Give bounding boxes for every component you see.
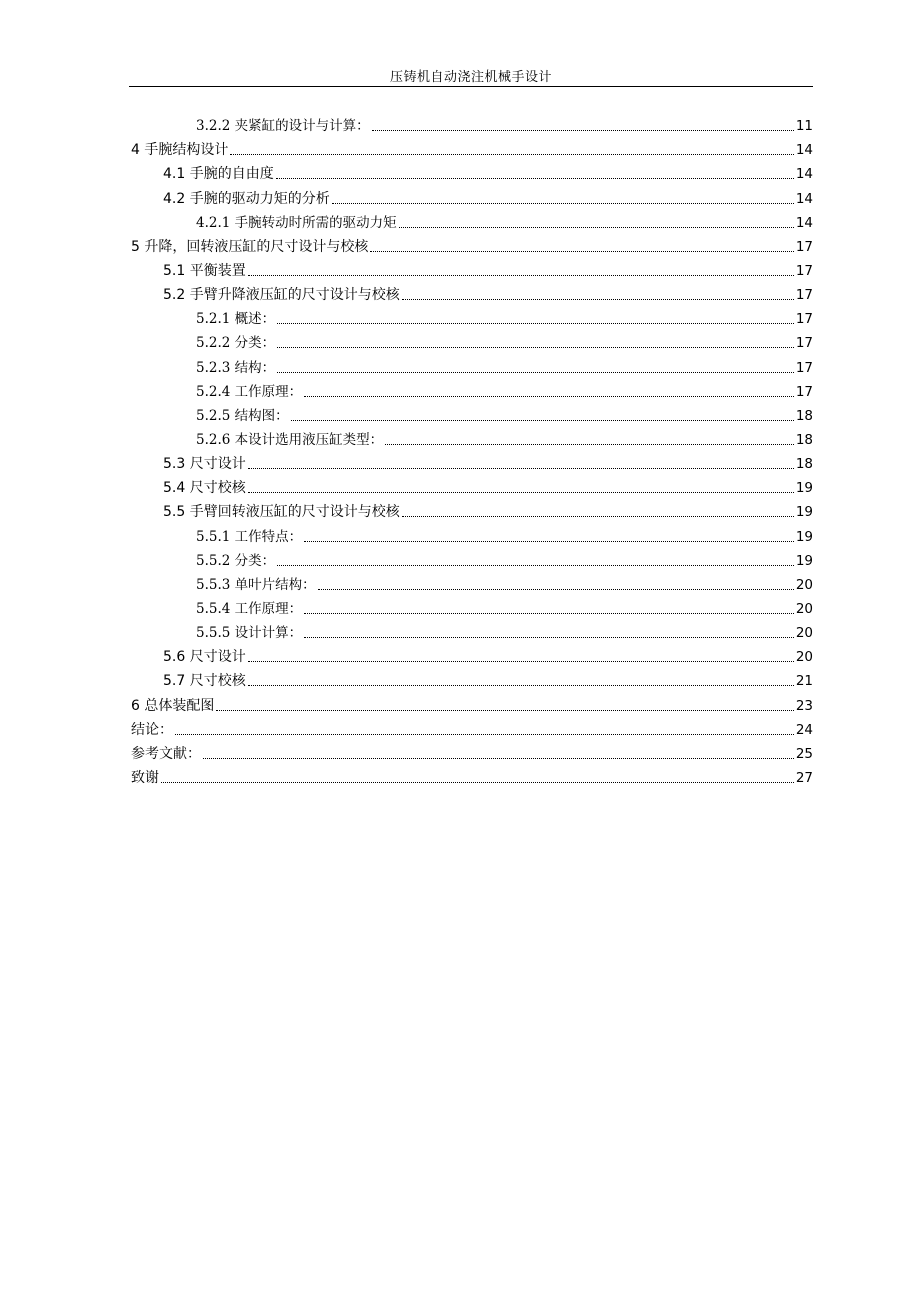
- toc-dot-leader: [230, 154, 793, 155]
- toc-dot-leader: [399, 227, 794, 228]
- toc-page-number: 17: [795, 335, 813, 352]
- toc-entry-label: 5.2.3 结构：: [196, 359, 276, 376]
- toc-page-number: 17: [795, 238, 813, 255]
- toc-dot-leader: [372, 130, 794, 131]
- toc-entry[interactable]: [129, 473, 813, 497]
- toc-page-number: 19: [795, 528, 813, 545]
- toc-page-number: 24: [795, 721, 813, 738]
- toc-dot-leader: [277, 565, 794, 566]
- toc-page-number: 14: [795, 142, 813, 159]
- toc-entry[interactable]: [129, 352, 813, 376]
- toc-page-number: 17: [795, 383, 813, 400]
- toc-entry[interactable]: [129, 111, 813, 135]
- toc-entry[interactable]: [129, 401, 813, 425]
- toc-page-number: 14: [795, 190, 813, 207]
- toc-entry-label: 4.2.1 手腕转动时所需的驱动力矩: [196, 214, 397, 231]
- toc-entry-label: 5.5.1 工作特点：: [196, 528, 303, 545]
- toc-entry-label: 5 升降，回转液压缸的尺寸设计与校核: [131, 238, 369, 255]
- toc-dot-leader: [248, 685, 794, 686]
- toc-entry[interactable]: [129, 763, 813, 787]
- toc-entry[interactable]: [129, 135, 813, 159]
- toc-entry-label: 5.2.5 结构图：: [196, 407, 289, 424]
- toc-dot-leader: [203, 758, 794, 759]
- toc-page-number: 11: [795, 118, 813, 135]
- toc-dot-leader: [385, 444, 794, 445]
- toc-entry[interactable]: [129, 425, 813, 449]
- toc-entry[interactable]: [129, 546, 813, 570]
- toc-page-number: 20: [795, 625, 813, 642]
- toc-entry[interactable]: [129, 159, 813, 183]
- toc-entry-label: 参考文献：: [131, 745, 201, 762]
- toc-entry-label: 4.2 手腕的驱动力矩的分析: [163, 190, 330, 207]
- toc-entry-label: 5.5.2 分类：: [196, 552, 276, 569]
- toc-entry-label: 5.2.2 分类：: [196, 335, 276, 352]
- toc-dot-leader: [248, 468, 794, 469]
- toc-dot-leader: [291, 420, 794, 421]
- toc-page-number: 18: [795, 407, 813, 424]
- toc-page-number: 17: [795, 287, 813, 304]
- toc-entry-label: 5.2.4 工作原理：: [196, 383, 303, 400]
- toc-dot-leader: [277, 323, 794, 324]
- toc-dot-leader: [248, 275, 794, 276]
- toc-entry-label: 结论：: [131, 721, 173, 738]
- toc-dot-leader: [248, 661, 794, 662]
- toc-entry[interactable]: [129, 256, 813, 280]
- toc-dot-leader: [161, 782, 794, 783]
- toc-page-number: 27: [795, 769, 813, 786]
- toc-dot-leader: [318, 589, 794, 590]
- toc-entry-label: 5.5.4 工作原理：: [196, 600, 303, 617]
- toc-entry[interactable]: [129, 497, 813, 521]
- toc-entry[interactable]: [129, 618, 813, 642]
- toc-entry[interactable]: [129, 208, 813, 232]
- toc-page-number: 23: [795, 697, 813, 714]
- toc-dot-leader: [332, 203, 794, 204]
- toc-page-number: 17: [795, 311, 813, 328]
- toc-dot-leader: [277, 372, 794, 373]
- toc-entry[interactable]: [129, 642, 813, 666]
- toc-entry[interactable]: [129, 666, 813, 690]
- toc-entry-label: 5.2.6 本设计选用液压缸类型：: [196, 431, 384, 448]
- toc-page-number: 25: [795, 745, 813, 762]
- toc-dot-leader: [370, 251, 793, 252]
- toc-dot-leader: [304, 541, 794, 542]
- toc-page-number: 17: [795, 359, 813, 376]
- toc-page-number: 20: [795, 576, 813, 593]
- toc-entry-label: 5.2 手臂升降液压缸的尺寸设计与校核: [163, 287, 400, 304]
- toc-entry-label: 5.6 尺寸设计: [163, 649, 246, 666]
- toc-dot-leader: [276, 178, 794, 179]
- toc-dot-leader: [304, 396, 794, 397]
- toc-dot-leader: [304, 613, 794, 614]
- toc-entry[interactable]: [129, 690, 813, 714]
- toc-entry-label: 5.1 平衡装置: [163, 262, 246, 279]
- toc-entry-label: 4 手腕结构设计: [131, 142, 229, 159]
- toc-entry[interactable]: [129, 570, 813, 594]
- toc-page-number: 20: [795, 649, 813, 666]
- toc-entry-label: 5.5.5 设计计算：: [196, 625, 303, 642]
- toc-page-number: 18: [795, 431, 813, 448]
- toc-entry-label: 3.2.2 夹紧缸的设计与计算：: [196, 118, 370, 135]
- toc-dot-leader: [248, 492, 794, 493]
- toc-entry-label: 4.1 手腕的自由度: [163, 166, 274, 183]
- page-header: [129, 62, 813, 87]
- toc-page-number: 19: [795, 552, 813, 569]
- toc-entry[interactable]: [129, 739, 813, 763]
- toc-page-number: 20: [795, 600, 813, 617]
- toc-entry[interactable]: [129, 715, 813, 739]
- toc-entry[interactable]: [129, 377, 813, 401]
- toc-entry[interactable]: [129, 594, 813, 618]
- toc-page-number: 14: [795, 214, 813, 231]
- toc-entry[interactable]: [129, 521, 813, 545]
- toc-page-number: 14: [795, 166, 813, 183]
- toc-entry-label: 5.7 尺寸校核: [163, 673, 246, 690]
- toc-page-number: 19: [795, 504, 813, 521]
- toc-dot-leader: [402, 516, 794, 517]
- toc-page-number: 17: [795, 262, 813, 279]
- toc-entry[interactable]: [129, 280, 813, 304]
- toc-entry-label: 5.5.3 单叶片结构：: [196, 576, 316, 593]
- toc-page-number: 21: [795, 673, 813, 690]
- table-of-contents: [129, 111, 813, 787]
- toc-dot-leader: [304, 637, 794, 638]
- toc-page-number: 18: [795, 456, 813, 473]
- toc-entry[interactable]: [129, 328, 813, 352]
- toc-entry-label: 5.3 尺寸设计: [163, 456, 246, 473]
- toc-entry-label: 6 总体装配图: [131, 697, 215, 714]
- toc-entry[interactable]: [129, 232, 813, 256]
- toc-entry[interactable]: [129, 304, 813, 328]
- toc-entry-label: 5.2.1 概述：: [196, 311, 276, 328]
- toc-dot-leader: [402, 299, 794, 300]
- toc-page-number: 19: [795, 480, 813, 497]
- toc-entry-label: 致谢: [131, 769, 159, 786]
- toc-entry[interactable]: [129, 449, 813, 473]
- toc-entry-label: 5.5 手臂回转液压缸的尺寸设计与校核: [163, 504, 400, 521]
- toc-entry-label: 5.4 尺寸校核: [163, 480, 246, 497]
- toc-entry[interactable]: [129, 183, 813, 207]
- toc-dot-leader: [216, 710, 793, 711]
- toc-dot-leader: [175, 734, 794, 735]
- toc-dot-leader: [277, 347, 794, 348]
- header-title: 压铸机自动浇注机械手设计: [389, 70, 552, 85]
